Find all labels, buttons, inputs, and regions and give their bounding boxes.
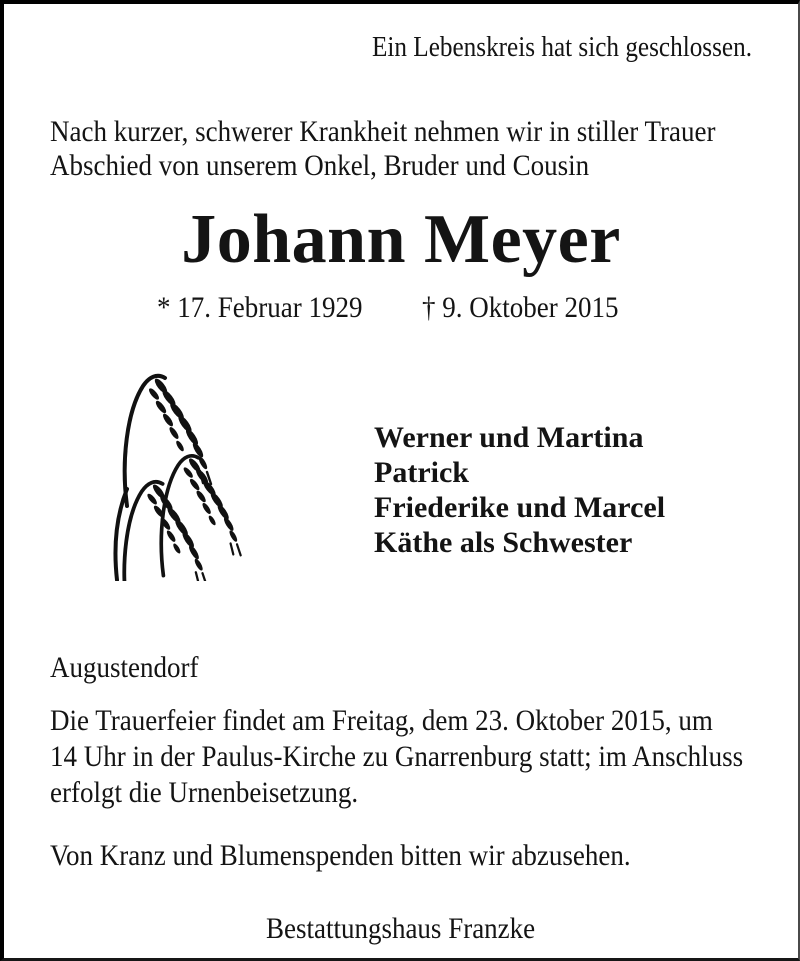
deceased-name: Johann Meyer	[181, 201, 621, 278]
intro-line-1: Nach kurzer, schwerer Krankheit nehmen wir in stiller Trauer	[50, 115, 716, 148]
intro-paragraph	[50, 115, 715, 183]
deceased-name-row	[4, 202, 798, 278]
death-date: † 9. Oktober 2015	[422, 291, 619, 324]
mourners-list	[374, 420, 665, 560]
service-line-3: erfolgt die Urnenbeisetzung.	[50, 776, 359, 809]
wheat-ears-icon	[97, 364, 245, 581]
service-line-1: Die Trauerfeier findet am Freitag, dem 23. Oktober 2015, um	[50, 704, 713, 737]
funeral-home-name: Bestattungshaus Franzke	[266, 912, 536, 945]
funeral-home-row	[4, 912, 798, 946]
mourner-line: Patrick	[374, 456, 469, 489]
birth-date: * 17. Februar 1929	[157, 291, 363, 324]
donation-note: Von Kranz und Blumenspenden bitten wir abzusehen.	[50, 839, 631, 872]
mourner-line: Käthe als Schwester	[374, 526, 633, 559]
location-text: Augustendorf	[50, 651, 199, 684]
mourner-line: Friederike und Marcel	[374, 491, 666, 524]
intro-line-2: Abschied von unserem Onkel, Bruder und Cousin	[50, 149, 590, 182]
mourner-line: Werner und Martina	[374, 421, 644, 454]
service-line-2: 14 Uhr in der Paulus-Kirche zu Gnarrenburg statt; im Anschluss	[50, 740, 744, 773]
tagline-text: Ein Lebenskreis hat sich geschlossen.	[372, 32, 753, 63]
service-paragraph	[50, 703, 743, 811]
